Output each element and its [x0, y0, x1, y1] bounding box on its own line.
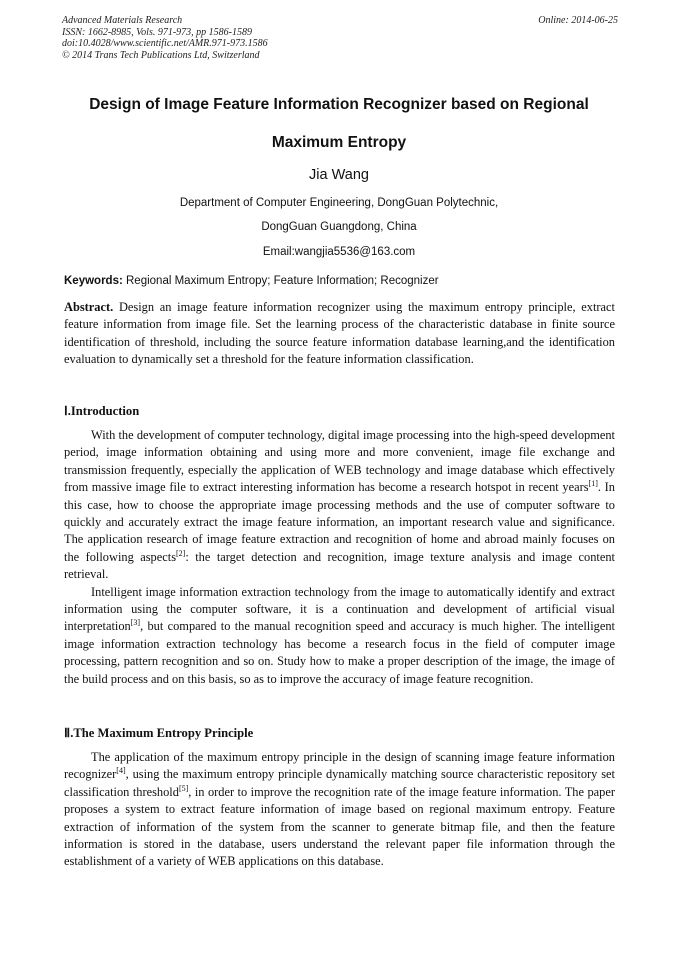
title-line-1: Design of Image Feature Information Recognizer based on Regional: [89, 96, 589, 113]
journal-issn: ISSN: 1662-8985, Vols. 971-973, pp 1586-1589: [62, 26, 252, 38]
keywords-label: Keywords:: [64, 275, 123, 287]
paragraph-text: , in order to improve the recognition rate of the image feature information. The paper proposes a system to extract feature information of image based on regional maximum entropy. Feature extraction of information of the system from the scanner to generate bitmap file, and then the feature information is stored in the database, users understand the relevant paper file information through the establishment of a variety of WEB applications on this database.: [64, 784, 615, 869]
section-1-heading: Ⅰ.Introduction: [64, 404, 140, 418]
abstract-text: Design an image feature information recognizer using the maximum entropy principle, extract feature information from image file. Set the learning process of the characteristic database in finite source identification of threshold, including the source feature information database learning,and the identification evaluation to dynamically set a threshold for the feature information classification.: [64, 300, 615, 367]
section-2-body: [64, 749, 615, 871]
citation: [5]: [178, 783, 189, 793]
paragraph-text: The application of the maximum entropy principle in the design of scanning image feature information recognizer: [64, 750, 615, 782]
paragraph-text: , using the maximum entropy principle dynamically matching source characteristic repository set classification threshold: [64, 767, 615, 799]
online-date: Online: 2014-06-25: [538, 15, 618, 26]
citation: [1]: [588, 479, 598, 489]
journal-copyright: © 2014 Trans Tech Publications Ltd, Switzerland: [62, 49, 260, 61]
paragraph: [64, 584, 615, 688]
keywords: [64, 275, 620, 287]
affiliation-line-1: Department of Computer Engineering, DongGuan Polytechnic,: [179, 197, 499, 209]
paragraph: [64, 427, 615, 584]
keywords-text: Regional Maximum Entropy; Feature Information; Recognizer: [126, 275, 439, 287]
section-1-body: [64, 427, 615, 688]
citation: [3]: [130, 618, 141, 628]
paragraph-text: , but compared to the manual recognition speed and accuracy is much higher. The intelligent image information extraction technology has become a research focus in the field of computer image processing, pattern recognition and so on. Study how to make a proper description of the image, the image of the build process and on this basis, so as to improve the accuracy of image feature recognition.: [64, 619, 615, 686]
author-name: Jia Wang: [309, 167, 369, 183]
journal-doi: doi:10.4028/www.scientific.net/AMR.971-973.1586: [62, 38, 268, 49]
citation: [2]: [176, 548, 186, 558]
affiliation-line-2: DongGuan Guangdong, China: [261, 221, 417, 233]
paragraph-text: . In this case, how to choose the appropriate image processing methods and the use of computer software to quickly and accurately extract the image feature information, an important research value and significance. The application research of image feature extraction and recognition of home and abroad mainly focuses on the following aspects: [64, 480, 615, 564]
journal-header: [62, 15, 618, 61]
paragraph-text: Intelligent image information extraction technology from the image to automatically identify and extract information using the computer software, it is a continuation and development of artificial visual interpretation: [64, 584, 615, 634]
paragraph-text: With the development of computer technology, digital image processing into the high-speed development period, image information obtaining and using more and more convenient, image file exchange and transmission frequently, especially the application of WEB technology and image database which effectively from massive image file to extract interesting information has become a research hotspot in recent years: [64, 428, 615, 495]
author-email: Email:wangjia5536@163.com: [262, 246, 416, 258]
section-2-heading: Ⅱ.The Maximum Entropy Principle: [64, 726, 254, 740]
abstract-label: Abstract.: [64, 300, 114, 314]
journal-name: Advanced Materials Research: [62, 15, 183, 26]
paper-title: [50, 86, 628, 162]
citation: [4]: [116, 766, 126, 776]
paragraph: [64, 749, 615, 871]
paragraph-text: : the target detection and recognition, image texture analysis and image content retrieval.: [64, 549, 615, 582]
abstract: [64, 299, 615, 369]
title-line-2: Maximum Entropy: [271, 134, 407, 151]
